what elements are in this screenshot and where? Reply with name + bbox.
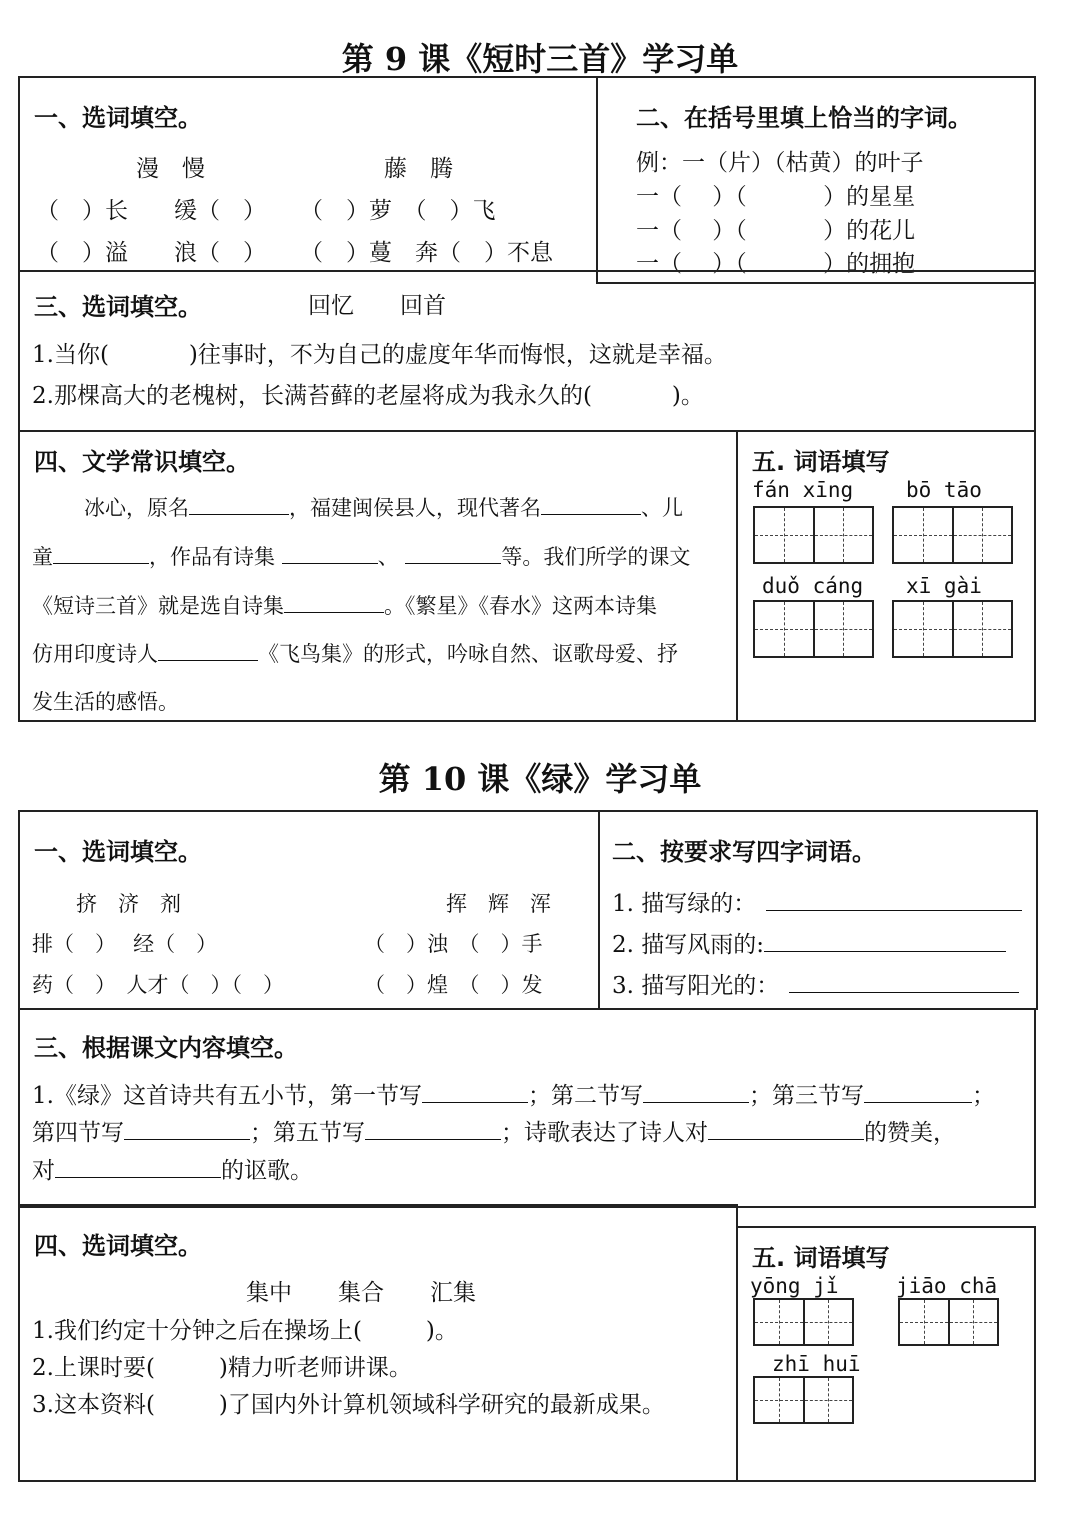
l10-s1-words-a: 挤 济 剂 <box>76 892 181 916</box>
l9-writing-grid[interactable] <box>753 506 874 564</box>
l10-s5-pinyin: jiāo chā <box>896 1274 998 1298</box>
l10-s5-pinyin: yōng jǐ <box>750 1274 839 1298</box>
l9-writing-grid[interactable] <box>753 600 874 658</box>
l10-s2-line2: 2. 描写风雨的: <box>612 926 1006 959</box>
l10-s1-row2-right: （ ）煌 （ ）发 <box>364 973 543 997</box>
l9-writing-grid[interactable] <box>892 600 1013 658</box>
l10-s3-heading: 三、根据课文内容填空。 <box>34 1034 298 1062</box>
l10-s1-row1-left: 排（ ） 经（ ） <box>32 932 218 956</box>
l10-s3-line3: 对 的讴歌。 <box>32 1158 313 1184</box>
l9-s3-heading: 三、选词填空。 <box>34 293 202 321</box>
l10-s4-heading: 四、选词填空。 <box>34 1232 202 1260</box>
l9-s1-row2-left: （ ）溢 浪（ ） <box>36 240 266 266</box>
lesson10-title: 第 10 课《绿》学习单 <box>378 760 702 798</box>
l10-s2-heading: 二、按要求写四字词语。 <box>612 838 876 866</box>
l9-s2-example: 例：一（片）（枯黄）的叶子 <box>636 150 924 176</box>
l10-writing-grid[interactable] <box>753 1298 854 1346</box>
l9-s3-q2: 2.那棵高大的老槐树，长满苔藓的老屋将成为我永久的( )。 <box>32 383 704 409</box>
l9-s3-words: 回忆 回首 <box>308 293 446 319</box>
l9-s4-line4: 仿用印度诗人 《飞鸟集》的形式，吟咏自然、讴歌母爱、抒 <box>32 642 678 666</box>
l9-s2-line: 一（ ）（ ）的花儿 <box>636 218 916 244</box>
l10-s5-heading: 五. 词语填写 <box>752 1244 890 1272</box>
l9-s5-pinyin: fán xīng <box>752 478 854 502</box>
l9-s1-row2-right: （ ）蔓 奔（ ）不息 <box>300 240 553 266</box>
l10-s4-q1: 1.我们约定十分钟之后在操场上( )。 <box>32 1318 458 1344</box>
l10-s1-words-b: 挥 辉 浑 <box>446 892 551 916</box>
l9-s2-heading: 二、在括号里填上恰当的字词。 <box>636 104 972 132</box>
l9-s3-q1: 1.当你( )往事时，不为自己的虚度年华而悔恨，这就是幸福。 <box>32 342 727 368</box>
l10-s1-row2-left: 药（ ） 人才（ ）（ ） <box>32 973 284 997</box>
l10-s2-line3: 3. 描写阳光的： <box>612 967 1019 1000</box>
l10-s4-q3: 3.这本资料( )了国内外计算机领域科学研究的最新成果。 <box>32 1392 665 1418</box>
l9-s5-pinyin: bō tāo <box>906 478 982 502</box>
lesson9-title: 第 9 课《短时三首》学习单 <box>341 40 739 78</box>
l10-s4-q2: 2.上课时要( )精力听老师讲课。 <box>32 1355 412 1381</box>
l9-s1-row1-right: （ ）萝 （ ）飞 <box>300 198 496 224</box>
l10-writing-grid[interactable] <box>898 1298 999 1346</box>
l9-s5-heading: 五. 词语填写 <box>752 448 890 476</box>
l9-s4-line3: 《短诗三首》就是选自诗集 。《繁星》《春水》这两本诗集 <box>32 594 657 618</box>
l10-s3-line1: 1.《绿》这首诗共有五小节，第一节写 ；第二节写 ；第三节写 ； <box>32 1083 995 1109</box>
l10-s4-words: 集中 集合 汇集 <box>246 1280 476 1306</box>
l9-s4-heading: 四、文学常识填空。 <box>34 448 250 476</box>
l10-s5-pinyin: zhī huī <box>772 1352 861 1376</box>
l10-s3-line2: 第四节写 ；第五节写 ；诗歌表达了诗人对 的赞美， <box>32 1120 956 1146</box>
l9-s1-heading: 一、选词填空。 <box>34 104 202 132</box>
l9-s1-words-a: 漫 慢 <box>136 156 205 182</box>
l9-s5-pinyin: xī gài <box>906 574 982 598</box>
l9-s2-line: 一（ ）（ ）的星星 <box>636 184 916 210</box>
l9-s4-line5: 发生活的感悟。 <box>32 690 179 714</box>
l9-s1-words-b: 藤 腾 <box>384 156 453 182</box>
l9-s1-row1-left: （ ）长 缓（ ） <box>36 198 266 224</box>
l9-s4-line2: 童 ，作品有诗集 、 等。我们所学的课文 <box>32 545 691 569</box>
l9-s4-line1: 冰心，原名 ，福建闽侯县人，现代著名 、儿 <box>84 496 683 520</box>
l10-s2-line1: 1. 描写绿的： <box>612 885 1022 918</box>
l9-s2-line: 一（ ）（ ）的拥抱 <box>636 251 916 277</box>
l9-s5-pinyin: duǒ cáng <box>762 574 864 598</box>
l9-writing-grid[interactable] <box>892 506 1013 564</box>
l10-s1-heading: 一、选词填空。 <box>34 838 202 866</box>
l10-s1-row1-right: （ ）浊 （ ）手 <box>364 932 543 956</box>
l10-writing-grid[interactable] <box>753 1376 854 1424</box>
